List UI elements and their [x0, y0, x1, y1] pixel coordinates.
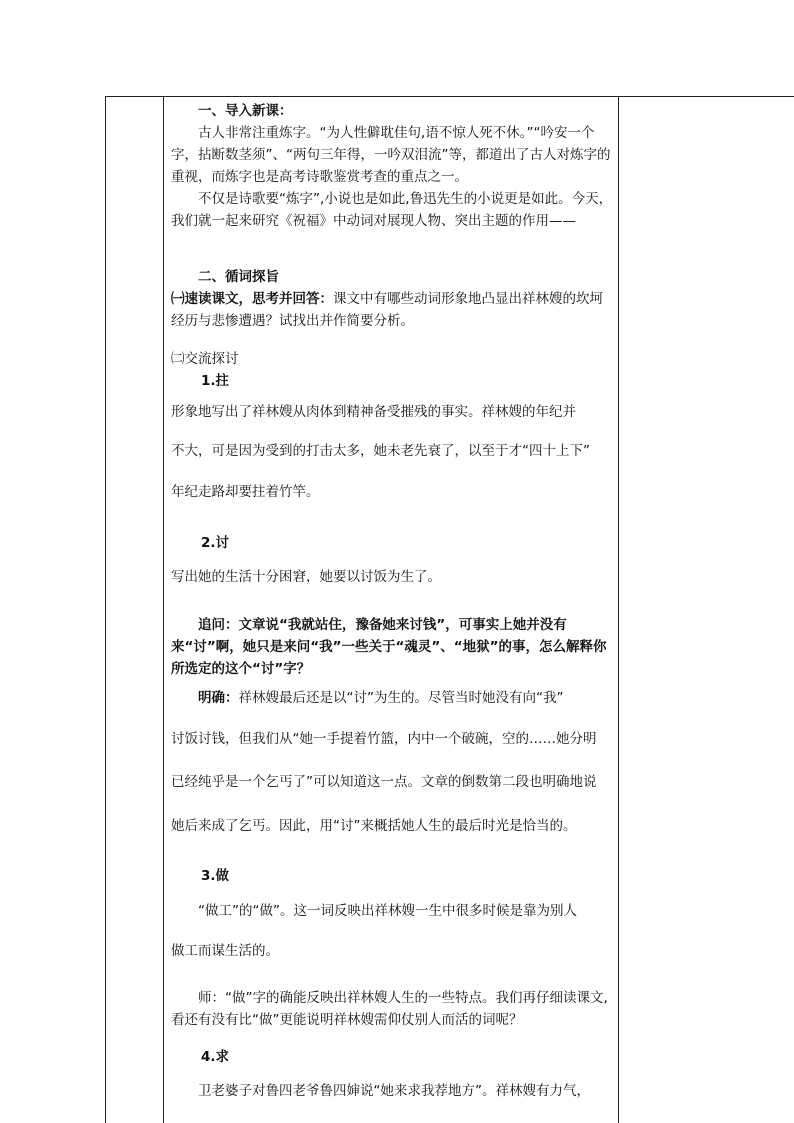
table-top-border: [105, 96, 794, 97]
question-label: ㈠速读课文，思考并回答：: [171, 291, 333, 307]
word-4-title: 4.求: [201, 1049, 230, 1065]
section-1-heading: 一、导入新课：: [198, 103, 293, 119]
section-2-question: [171, 288, 613, 332]
word-2-answer-line: [171, 687, 613, 709]
table-column-divider: [163, 96, 164, 1123]
word-3-line: “做工”的“做”。这一词反映出祥林嫂一生中很多时候是靠为别人: [198, 903, 577, 919]
word-1-title: 1.拄: [201, 373, 230, 389]
section-2-heading: 二、循词探旨: [198, 269, 279, 285]
word-3-teacher-question: 师：“做”字的确能反映出祥林嫂人生的一些特点。我们再仔细读课文,看还有没有比“做”更能说明祥林嫂需仰仗别人而活的词呢？: [171, 990, 608, 1028]
table-left-border: [105, 96, 106, 1123]
word-3-title: 3.做: [201, 868, 230, 884]
word-2-follow-up-question: 追问：文章说“我就站住，豫备她来讨钱”，可事实上她并没有来“讨”啊，她只是来问“我”一些关于“魂灵”、“地狱”的事，怎么解释你所选定的这个“讨”字？: [171, 617, 607, 677]
answer-label: 明确：: [198, 690, 239, 706]
word-4-line: 卫老婆子对鲁四老爷鲁四婶说“她来求我荐地方”。祥林嫂有力气，: [198, 1083, 590, 1099]
section-1-paragraph: 古人非常注重炼字。“为人性僻耽佳句,语不惊人死不休。”“吟安一个字，拈断数茎须”、“两句三年得，一吟双泪流”等，都道出了古人对炼字的重视，而炼字也是高考诗歌鉴赏考查的重点之一。: [171, 125, 611, 185]
table-column-divider: [618, 96, 619, 1123]
word-1-line: 不大，可是因为受到的打击太多，她未老先衰了，以至于才“四十上下”: [171, 443, 590, 459]
word-2-answer-line: 讨饭讨钱，但我们从“她一手提着竹篮，内中一个破碗，空的……她分明: [171, 731, 597, 747]
word-2-answer-line: 已经纯乎是一个乞丐了”可以知道这一点。文章的倒数第二段也明确地说: [171, 774, 597, 790]
answer-text: 祥林嫂最后还是以“讨”为生的。尽管当时她没有向“我”: [238, 690, 564, 706]
section-2-subheading: ㈡交流探讨: [171, 351, 239, 367]
word-2-answer-line: 她后来成了乞丐。因此，用“讨”来概括她人生的最后时光是恰当的。: [171, 818, 577, 834]
word-3-line: 做工而谋生活的。: [171, 943, 279, 959]
question-text: 课文中有哪些动词形象地凸显出祥林嫂的坎坷经历与悲惨遭遇？试找出并作简要分析。: [171, 291, 603, 329]
word-1-line: 年纪走路却要拄着竹竿。: [171, 484, 320, 500]
word-2-title: 2.讨: [201, 535, 230, 551]
word-1-line: 形象地写出了祥林嫂从肉体到精神备受摧残的事实。祥林嫂的年纪并: [171, 404, 576, 420]
section-1-paragraph: 不仅是诗歌要“炼字”,小说也是如此,鲁迅先生的小说更是如此。今天，我们就一起来研究《祝福》中动词对展现人物、突出主题的作用——: [171, 191, 613, 229]
word-2-line: 写出她的生活十分困窘，她要以讨饭为生了。: [171, 569, 441, 585]
